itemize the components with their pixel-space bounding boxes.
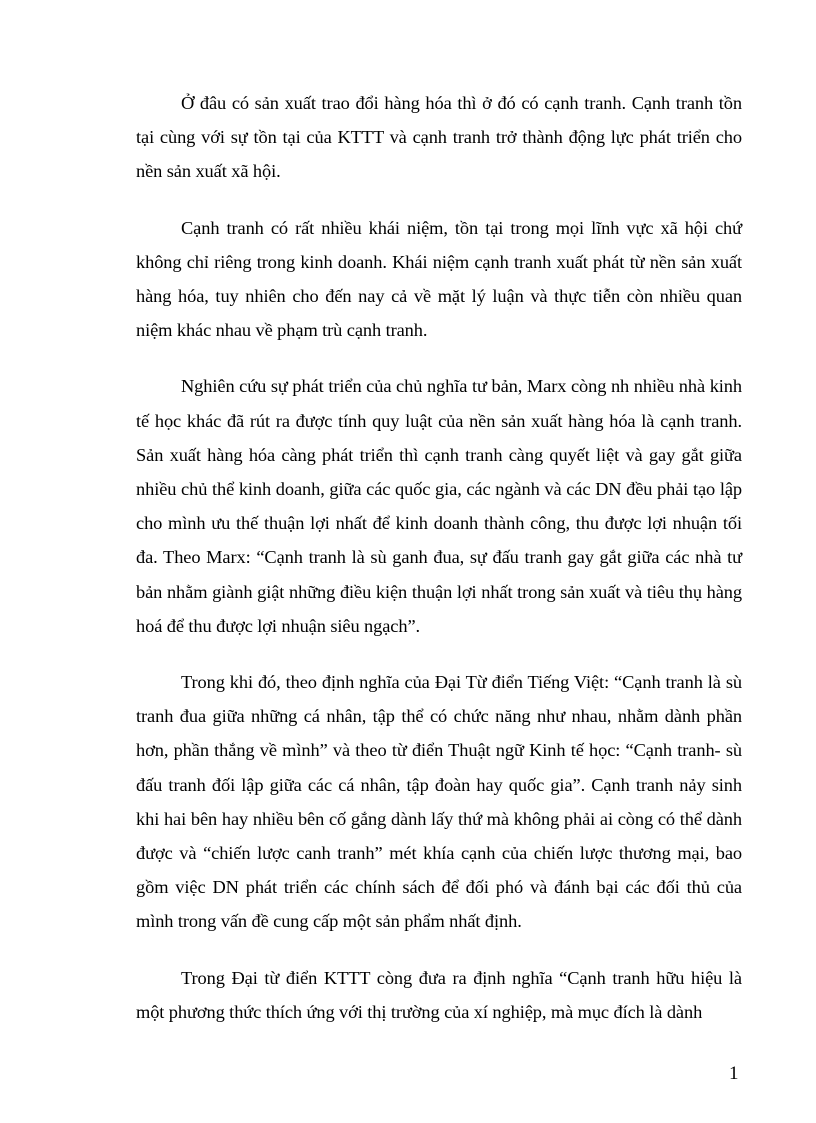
paragraph-5: Trong Đại từ điển KTTT còng đưa ra định nghĩa “Cạnh tranh hữu hiệu là một phương thức thích ứng với thị trường của xí nghiệp, mà mục đích là dành [136, 967, 742, 1022]
paragraph-1: Ở đâu có sản xuất trao đổi hàng hóa thì ở đó có cạnh tranh. Cạnh tranh tồn tại cùng với sự tồn tại của KTTT và cạnh tranh trở thành động lực phát triển cho nền sản xuất xã hội. [136, 93, 742, 182]
paragraph-2: Cạnh tranh có rất nhiều khái niệm, tồn tại trong mọi lĩnh vực xã hội chứ không chỉ riêng trong kinh doanh. Khái niệm cạnh tranh xuất phát từ nền sản xuất hàng hóa, tuy nhiên cho đến nay cả về mặt lý luận và thực tiễn còn nhiều quan niệm khác nhau về phạm trù cạnh tranh. [136, 217, 742, 341]
body-text [136, 86, 742, 1051]
paragraph-3: Nghiên cứu sự phát triển của chủ nghĩa tư bản, Marx còng nh nhiều nhà kinh tế học khác đã rút ra được tính quy luật của nền sản xuất hàng hóa là cạnh tranh. Sản xuất hàng hóa càng phát triển thì cạnh tranh càng quyết liệt và gay gắt giữa nhiều chủ thể kinh doanh, giữa các quốc gia, các ngành và các DN đều phải tạo lập cho mình ưu thế thuận lợi nhất để kinh doanh thành công, thu được lợi nhuận tối đa. Theo Marx: “Cạnh tranh là sù ganh đua, sự đấu tranh gay gắt giữa các nhà tư bản nhằm giành giật những điều kiện thuận lợi nhất trong sản xuất và tiêu thụ hàng hoá để thu được lợi nhuận siêu ngạch”. [136, 376, 742, 636]
page-number: 1 [729, 1063, 739, 1084]
paragraph-4: Trong khi đó, theo định nghĩa của Đại Từ điển Tiếng Việt: “Cạnh tranh là sù tranh đua giữa những cá nhân, tập thể có chức năng như nhau, nhằm dành phần hơn, phần thắng về mình” và theo từ điển Thuật ngữ Kinh tế học: “Cạnh tranh- sù đấu tranh đối lập giữa các cá nhân, tập đoàn hay quốc gia”. Cạnh tranh nảy sinh khi hai bên hay nhiều bên cố gắng dành lấy thứ mà không phải ai còng có thể dành được và “chiến lược canh tranh” mét khía cạnh của chiến lược thương mại, bao gồm việc DN phát triển các chính sách để đối phó và đánh bại các đối thủ của mình trong vấn đề cung cấp một sản phẩm nhất định. [136, 672, 742, 932]
